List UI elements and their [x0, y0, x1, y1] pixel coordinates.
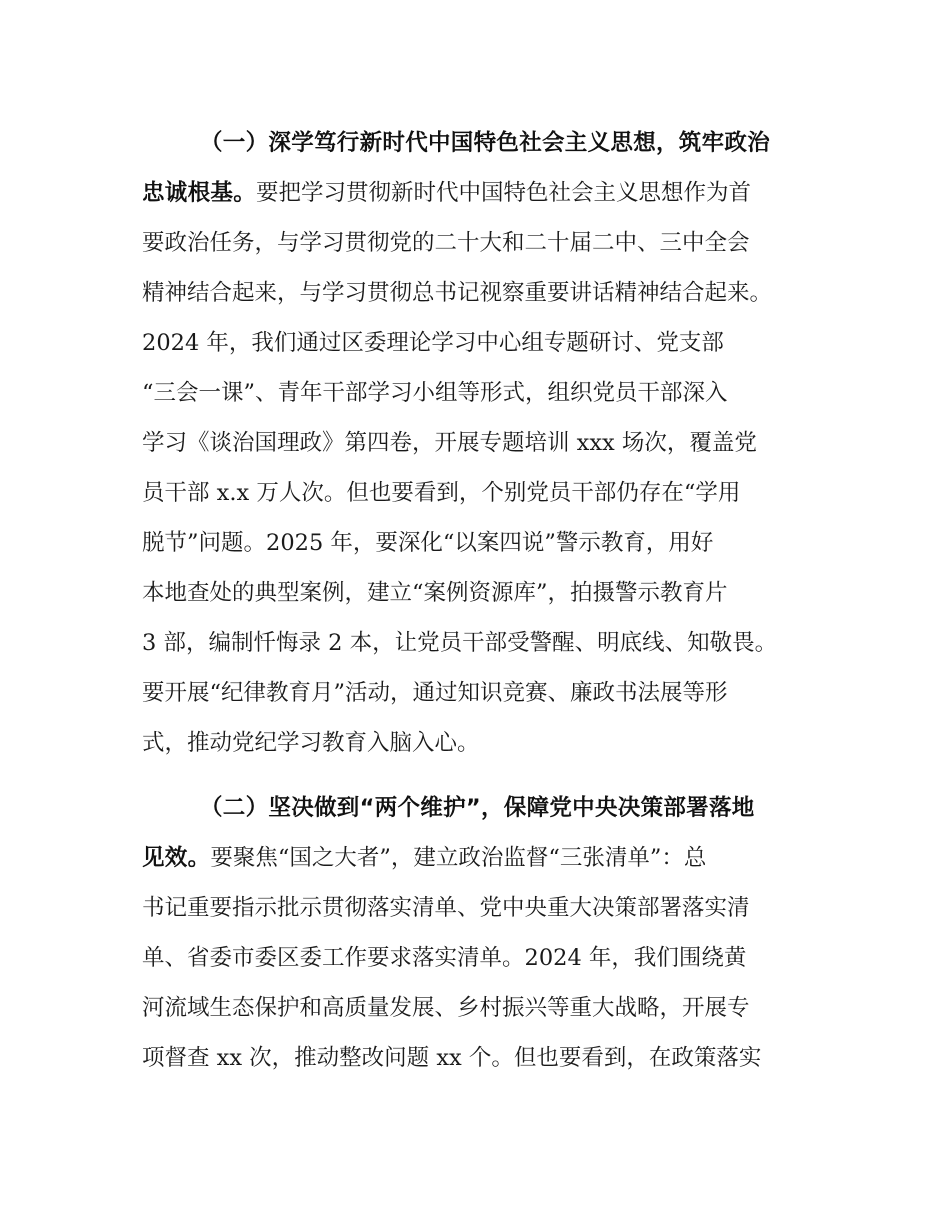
section-2-paragraph — [142, 793, 822, 1093]
section-1-line: 脱节”问题。2025 年，要深化“以案四说”警示教育，用好 — [142, 530, 714, 556]
section-2-line-2 — [142, 843, 822, 893]
section-2-line: 单、省委市委区委工作要求落实清单。2024 年，我们围绕黄 — [142, 945, 747, 971]
section-2-line: 项督查 xx 次，推动整改问题 xx 个。但也要看到，在政策落实 — [142, 1045, 762, 1071]
section-1-line: 员干部 x.x 万人次。但也要看到，个别党员干部仍存在“学用 — [142, 480, 741, 506]
section-2-line: 河流域生态保护和高质量发展、乡村振兴等重大战略，开展专 — [142, 995, 750, 1021]
section-1-line: 要开展“纪律教育月”活动，通过知识竞赛、廉政书法展等形 — [142, 680, 728, 706]
section-2-heading: （二）坚决做到“两个维护”，保障党中央决策部署落地 — [200, 795, 755, 821]
section-1-line: 学习《谈治国理政》第四卷，开展专题培训 xxx 场次，覆盖党 — [142, 430, 757, 456]
section-1-line: 式，推动党纪学习教育入脑入心。 — [142, 730, 480, 756]
section-2-line-2-text: 要聚焦“国之大者”，建立政治监督“三张清单”：总 — [210, 845, 707, 871]
section-1-line-2 — [142, 178, 822, 228]
section-1-line: 本地查处的典型案例，建立“案例资源库”，拍摄警示教育片 — [142, 580, 728, 606]
section-1-heading-tail: 忠诚根基。 — [142, 180, 257, 206]
section-1-heading: （一）深学笃行新时代中国特色社会主义思想，筑牢政治 — [200, 130, 771, 156]
section-1-line: 3 部，编制忏悔录 2 本，让党员干部受警醒、明底线、知敬畏。 — [142, 630, 778, 656]
section-1-line-2-text: 要把学习贯彻新时代中国特色社会主义思想作为首 — [256, 180, 752, 206]
section-1-line: 精神结合起来，与学习贯彻总书记视察重要讲话精神结合起来。 — [142, 280, 773, 306]
section-1-heading-line — [142, 128, 822, 178]
section-1-line: “三会一课”、青年干部学习小组等形式，组织党员干部深入 — [142, 380, 728, 406]
section-2-line: 书记重要指示批示贯彻落实清单、党中央重大决策部署落实清 — [142, 895, 750, 921]
section-1-paragraph — [142, 128, 822, 778]
section-1-line: 2024 年，我们通过区委理论学习中心组专题研讨、党支部 — [142, 330, 724, 356]
section-2-heading-line — [142, 793, 822, 843]
section-2-heading-tail: 见效。 — [142, 845, 211, 871]
section-1-line: 要政治任务，与学习贯彻党的二十大和二十届二中、三中全会 — [142, 230, 750, 256]
